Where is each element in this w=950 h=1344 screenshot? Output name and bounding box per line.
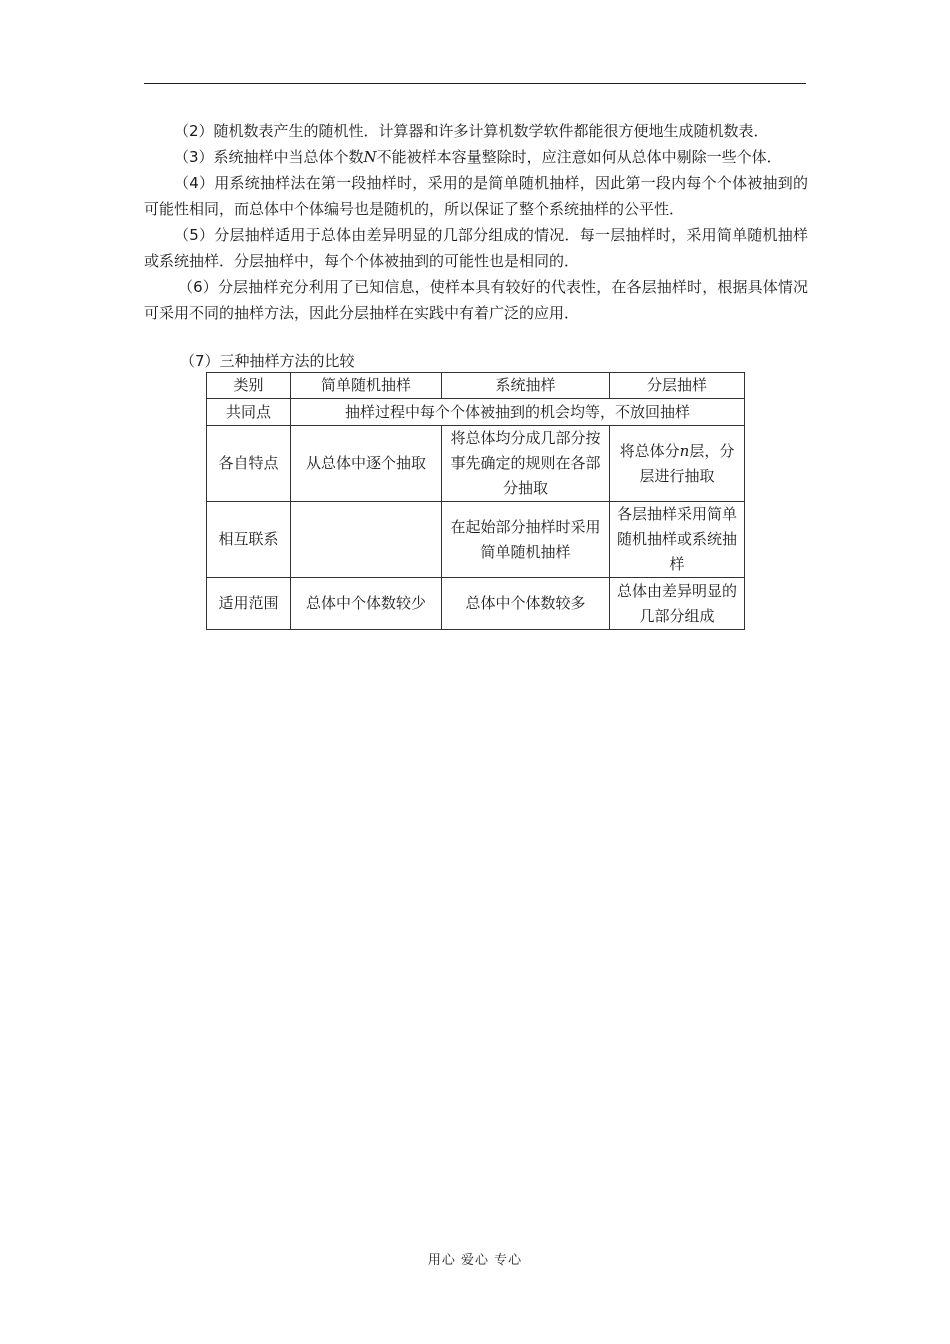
table-cell: 将总体均分成几部分按事先确定的规则在各部分抽取 <box>442 426 610 502</box>
table-row-features <box>207 426 745 502</box>
paragraph-6: （6）分层抽样充分利用了已知信息，使样本具有较好的代表性，在各层抽样时，根据具体情况可采用不同的抽样方法，因此分层抽样在实践中有着广泛的应用． <box>144 278 808 322</box>
table-row-relations <box>207 502 745 578</box>
table-cell: 总体由差异明显的几部分组成 <box>610 578 745 630</box>
table-cell: 从总体中逐个抽取 <box>291 426 442 502</box>
comparison-table <box>206 372 745 630</box>
header-cell: 系统抽样 <box>442 373 610 399</box>
table-row-common <box>207 399 745 426</box>
paragraph-2: （2）随机数表产生的随机性．计算器和许多计算机数学软件都能很方便地生成随机数表． <box>174 122 769 140</box>
table-cell: 总体中个体数较多 <box>442 578 610 630</box>
table-cell <box>291 502 442 578</box>
paragraph-4: （4）用系统抽样法在第一段抽样时，采用的是简单随机抽样，因此第一段内每个个体被抽到的可能性相同，而总体中个体编号也是随机的，所以保证了整个系统抽样的公平性． <box>144 174 808 218</box>
paragraph-3: （3）系统抽样中当总体个数N不能被样本容量整除时，应注意如何从总体中剔除一些个体． <box>174 148 782 166</box>
table-cell: 各层抽样采用简单随机抽样或系统抽样 <box>610 502 745 578</box>
document-body <box>144 118 808 326</box>
row-label: 相互联系 <box>207 502 291 578</box>
table-row-scope <box>207 578 745 630</box>
header-cell: 简单随机抽样 <box>291 373 442 399</box>
row-label: 适用范围 <box>207 578 291 630</box>
table-cell: 在起始部分抽样时采用简单随机抽样 <box>442 502 610 578</box>
paragraph-5: （5）分层抽样适用于总体由差异明显的几部分组成的情况．每一层抽样时，采用简单随机抽样或系统抽样．分层抽样中，每个个体被抽到的可能性也是相同的． <box>144 226 808 270</box>
header-cell: 分层抽样 <box>610 373 745 399</box>
table-cell-stratified-features: 将总体分n层，分层进行抽取 <box>610 426 745 502</box>
table-caption: （7）三种抽样方法的比较 <box>180 352 355 370</box>
table-cell: 总体中个体数较少 <box>291 578 442 630</box>
row-label: 共同点 <box>207 399 291 426</box>
row-label: 各自特点 <box>207 426 291 502</box>
common-text-cell: 抽样过程中每个个体被抽到的机会均等，不放回抽样 <box>291 399 745 426</box>
header-cell: 类别 <box>207 373 291 399</box>
table-header-row <box>207 373 745 399</box>
page-footer: 用心 爱心 专心 <box>427 1253 523 1268</box>
header-rule <box>144 83 806 84</box>
